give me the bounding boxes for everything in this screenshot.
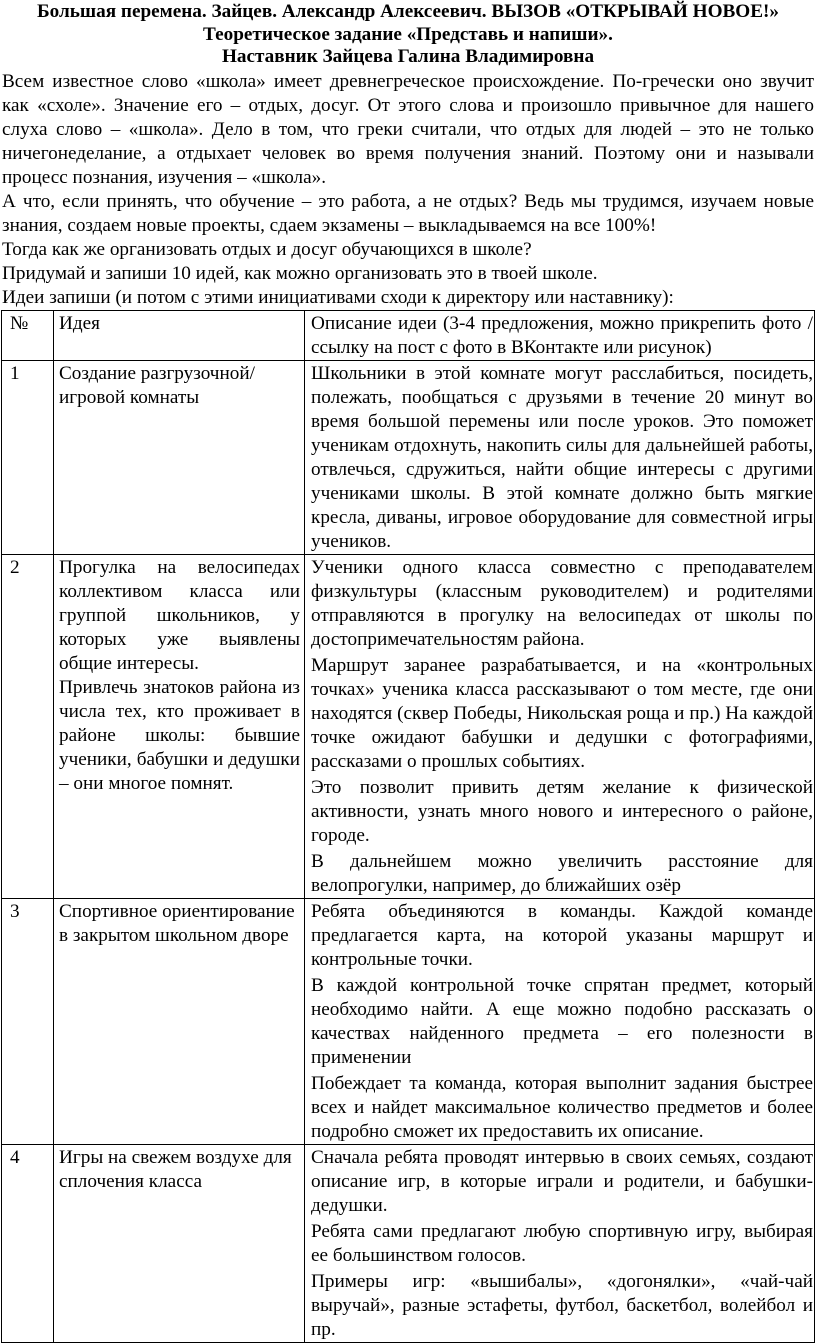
description-paragraph: Побеждает та команда, которая выполнит задания быстрее всех и найдет максимальное количество предметов и более подробно сможет их предоставить их описание. (311, 1072, 813, 1142)
table-row (2, 898, 815, 1144)
intro-paragraph-1: Всем известное слово «школа» имеет древнегреческое происхождение. По-гречески оно звучит как «схоле». Значение его – отдых, досуг. От этого слова и произошло привычное для нашего слуха слово – «школа». Дело в том, что греки считали, что отдых для людей – это не только ничегонеделание, а отдыхает человек во время получения знаний. Поэтому они и называли процесс познания, изучения – «школа». (2, 70, 814, 188)
row-description (305, 554, 815, 898)
description-paragraph: Ребята объединяются в команды. Каждой команде предлагается карта, на которой указаны маршрут и контрольные точки. (311, 900, 813, 970)
header-num: № (2, 310, 54, 360)
description-paragraph: Маршрут заранее разрабатывается, и на «контрольных точках» ученика класса рассказывают о том месте, где они находятся (сквер Победы, Никольская роща и пр.) На каждой точке ожидают бабушки и дедушки с фотографиями, рассказами о прошлых событиях. (311, 654, 813, 772)
description-paragraph: В дальнейшем можно увеличить расстояние для велопрогулки, например, до ближайших озёр (311, 850, 813, 896)
document-header (0, 1, 816, 69)
row-number: 2 (2, 554, 54, 898)
row-idea (54, 554, 305, 898)
description-paragraph: Это позволит привить детям желание к физической активности, узнать много нового и интересного о районе, городе. (311, 776, 813, 846)
idea-text: Спортивное ориентирование в закрытом школьном дворе (59, 900, 295, 946)
table-header-row (2, 310, 815, 360)
table-row (2, 1144, 815, 1342)
row-idea (54, 898, 305, 1144)
header-mentor: Наставник Зайцева Галина Владимировна (221, 46, 595, 67)
header-description: Описание идеи (3-4 предложения, можно прикрепить фото / ссылку на пост с фото в ВКонтакте или рисунок) (305, 310, 815, 360)
ideas-table (1, 310, 815, 1343)
table-row (2, 360, 815, 554)
row-description (305, 898, 815, 1144)
description-paragraph: В каждой контрольной точке спрятан предмет, который необходимо найти. А еще можно подобно рассказать о качествах найденного предмета – его полезности в применении (311, 974, 813, 1068)
row-description (305, 1144, 815, 1342)
intro-paragraph-5: Идеи запиши (и потом с этими инициативами сходи к директору или наставнику): (2, 286, 674, 308)
idea-text: Игры на свежем воздухе для сплочения класса (59, 1146, 292, 1192)
header-idea: Идея (54, 310, 305, 360)
row-description (305, 360, 815, 554)
row-number: 1 (2, 360, 54, 554)
intro-paragraph-4: Придумай и запиши 10 идей, как можно организовать это в твоей школе. (2, 262, 598, 284)
idea-text: Прогулка на велосипедах коллективом класса или группой школьников, у которых уже выявлены общие интересы. (59, 556, 300, 674)
description-paragraph: Сначала ребята проводят интервью в своих семьях, создают описание игр, в которые играли и родители, и бабушки-дедушки. (311, 1146, 813, 1216)
description-paragraph: Школьники в этой комнате могут расслабиться, посидеть, полежать, пообщаться с друзьями в течение 20 минут во время большой перемены или после уроков. Это поможет ученикам отдохнуть, накопить силы для дальнейшей работы, отвлечься, сдружиться, найти общие интересы с другими учениками школы. В этой комнате должно быть мягкие кресла, диваны, игровое оборудование для совместной игры учеников. (311, 362, 813, 552)
row-idea (54, 1144, 305, 1342)
intro-paragraph-2: А что, если принять, что обучение – это работа, а не отдых? Ведь мы трудимся, изучаем новые знания, создаем новые проекты, сдаем экзамены – выкладываемся на все 100%! (2, 190, 814, 236)
row-number: 4 (2, 1144, 54, 1342)
row-idea (54, 360, 305, 554)
header-title: Большая перемена. Зайцев. Александр Алексеевич. ВЫЗОВ «ОТКРЫВАЙ НОВОЕ!» (36, 1, 779, 22)
idea-text: Привлечь знатоков района из числа тех, кто проживает в районе школы: бывшие ученики, бабушки и дедушки – они многое помнят. (59, 676, 300, 794)
description-paragraph: Ребята сами предлагают любую спортивную игру, выбирая ее большинством голосов. (311, 1220, 813, 1266)
intro-text (2, 70, 814, 310)
description-paragraph: Ученики одного класса совместно с преподавателем физкультуры (классным руководителем) и родителями отправляются в прогулку на велосипедах от школы по достопримечательностям района. (311, 556, 813, 650)
table-row (2, 554, 815, 898)
idea-text: Создание разгрузочной/игровой комнаты (59, 362, 255, 408)
description-paragraph: Примеры игр: «вышибалы», «догонялки», «чай-чай выручай», разные эстафеты, футбол, баскетбол, волейбол и пр. (311, 1270, 813, 1340)
row-number: 3 (2, 898, 54, 1144)
header-subtitle: Теоретическое задание «Представь и напиши». (203, 23, 613, 45)
intro-paragraph-3: Тогда как же организовать отдых и досуг обучающихся в школе? (2, 238, 532, 260)
